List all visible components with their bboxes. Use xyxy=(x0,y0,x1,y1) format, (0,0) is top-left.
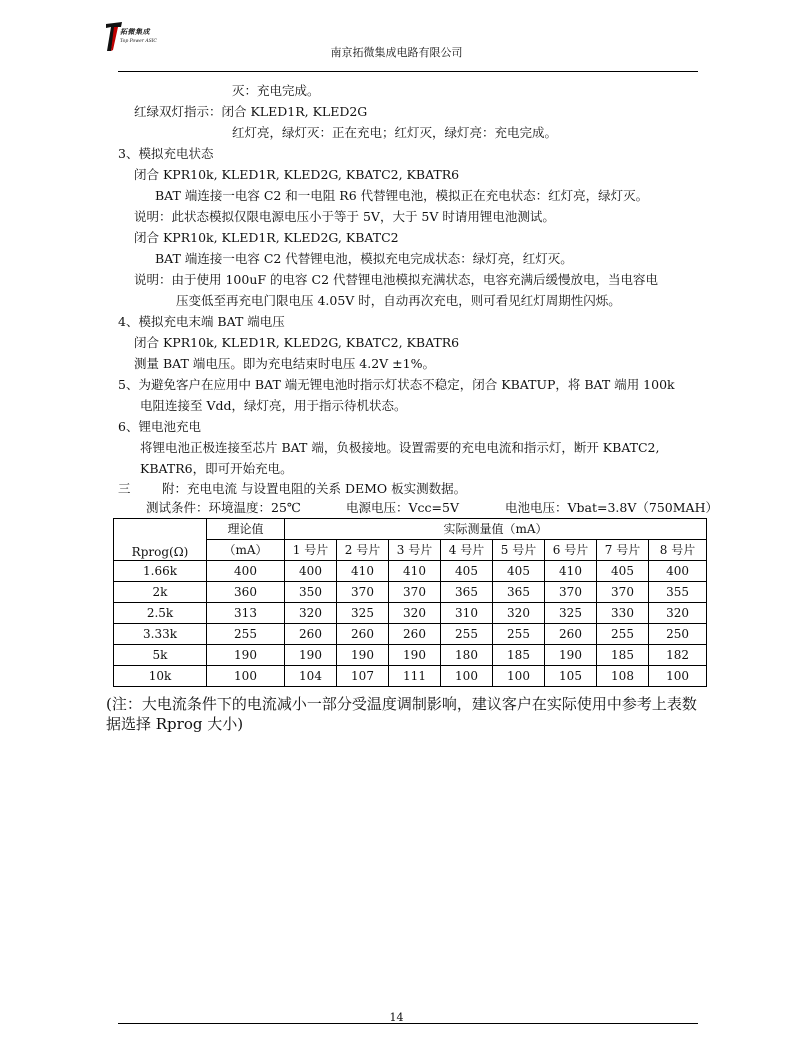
table-row xyxy=(114,645,707,666)
table-note: (注：大电流条件下的电流减小一部分受温度调制影响，建议客户在实际使用中参考上表数据选择 Rprog 大小) xyxy=(106,695,697,733)
text-line: 红绿双灯指示：闭合 KLED1R, KLED2G xyxy=(134,104,368,119)
measured-cell: 190 xyxy=(337,645,389,666)
current-vs-rprog-table xyxy=(113,518,707,687)
measured-cell: 250 xyxy=(649,624,707,645)
rprog-cell: 5k xyxy=(114,645,207,666)
measured-cell: 320 xyxy=(285,603,337,624)
test-condition-vbat: 电池电压：Vbat=3.8V（750MAH） xyxy=(505,500,718,515)
section-heading: 5、为避免客户在应用中 BAT 端无锂电池时指示灯状态不稳定，闭合 KBATUP，将 BAT 端用 100k xyxy=(118,377,675,392)
measured-cell: 355 xyxy=(649,582,707,603)
measured-cell: 365 xyxy=(493,582,545,603)
header-sample: 4 号片 xyxy=(441,540,493,561)
table-row xyxy=(114,624,707,645)
text-line: 闭合 KPR10k, KLED1R, KLED2G, KBATC2, KBATR6 xyxy=(134,167,460,182)
section-heading: 3、模拟充电状态 xyxy=(118,146,214,161)
header-rprog: Rprog(Ω) xyxy=(114,519,207,561)
header-sample: 8 号片 xyxy=(649,540,707,561)
measured-cell: 350 xyxy=(285,582,337,603)
text-line: 压变低至再充电门限电压 4.05V 时，自动再次充电，则可看见红灯周期性闪烁。 xyxy=(176,293,621,308)
measured-cell: 100 xyxy=(649,666,707,687)
measured-cell: 185 xyxy=(493,645,545,666)
measured-cell: 370 xyxy=(337,582,389,603)
theory-cell: 190 xyxy=(207,645,285,666)
header-theory: 理论值 xyxy=(207,519,285,540)
text-line: 将锂电池正极连接至芯片 BAT 端，负极接地。设置需要的充电电流和指示灯，断开 KBATC2, xyxy=(140,440,660,455)
measured-cell: 260 xyxy=(389,624,441,645)
measured-cell: 180 xyxy=(441,645,493,666)
page-number: 14 xyxy=(389,1011,404,1024)
measured-cell: 400 xyxy=(649,561,707,582)
measured-cell: 370 xyxy=(597,582,649,603)
text-line: 说明：由于使用 100uF 的电容 C2 代替锂电池模拟充满状态，电容充满后缓慢放电，当电容电 xyxy=(134,272,658,287)
measured-cell: 410 xyxy=(337,561,389,582)
measured-cell: 405 xyxy=(597,561,649,582)
header-sample: 5 号片 xyxy=(493,540,545,561)
table-header-row xyxy=(114,519,707,540)
measured-cell: 260 xyxy=(337,624,389,645)
rprog-cell: 3.33k xyxy=(114,624,207,645)
measured-cell: 260 xyxy=(285,624,337,645)
header-sample: 1 号片 xyxy=(285,540,337,561)
measured-cell: 410 xyxy=(389,561,441,582)
table-row xyxy=(114,582,707,603)
measured-cell: 255 xyxy=(441,624,493,645)
header-sample: 7 号片 xyxy=(597,540,649,561)
measured-cell: 330 xyxy=(597,603,649,624)
header-measured: 实际测量值（mA） xyxy=(285,519,707,540)
text-line: 测量 BAT 端电压。即为充电结束时电压 4.2V ±1%。 xyxy=(134,356,435,371)
measured-cell: 190 xyxy=(545,645,597,666)
theory-cell: 400 xyxy=(207,561,285,582)
logo-text-en: Top Power ASIC xyxy=(120,39,157,44)
measured-cell: 370 xyxy=(545,582,597,603)
measured-cell: 190 xyxy=(389,645,441,666)
measured-cell: 255 xyxy=(597,624,649,645)
measured-cell: 405 xyxy=(493,561,545,582)
measured-cell: 320 xyxy=(389,603,441,624)
rprog-cell: 2.5k xyxy=(114,603,207,624)
measured-cell: 410 xyxy=(545,561,597,582)
test-condition-vcc: 电源电压：Vcc=5V xyxy=(346,500,459,515)
theory-cell: 313 xyxy=(207,603,285,624)
measured-cell: 325 xyxy=(545,603,597,624)
header-rule xyxy=(118,71,698,72)
measured-cell: 370 xyxy=(389,582,441,603)
rprog-cell: 1.66k xyxy=(114,561,207,582)
measured-cell: 260 xyxy=(545,624,597,645)
measured-cell: 325 xyxy=(337,603,389,624)
header-sample: 2 号片 xyxy=(337,540,389,561)
footer-rule xyxy=(118,1023,698,1024)
text-line: 说明：此状态模拟仅限电源电压小于等于 5V，大于 5V 时请用锂电池测试。 xyxy=(134,209,555,224)
theory-cell: 360 xyxy=(207,582,285,603)
text-line: 闭合 KPR10k, KLED1R, KLED2G, KBATC2 xyxy=(134,230,399,245)
text-line: 红灯亮，绿灯灭：正在充电；红灯灭，绿灯亮：充电完成。 xyxy=(232,125,558,140)
appendix-title: 附：充电电流 与设置电阻的关系 DEMO 板实测数据。 xyxy=(162,481,467,496)
measured-cell: 255 xyxy=(493,624,545,645)
text-line: 电阻连接至 Vdd，绿灯亮，用于指示待机状态。 xyxy=(140,398,407,413)
measured-cell: 100 xyxy=(493,666,545,687)
measured-cell: 365 xyxy=(441,582,493,603)
measured-cell: 185 xyxy=(597,645,649,666)
test-condition-temp: 测试条件：环境温度：25℃ xyxy=(146,500,301,515)
measured-cell: 104 xyxy=(285,666,337,687)
header-sample: 6 号片 xyxy=(545,540,597,561)
header-sample: 3 号片 xyxy=(389,540,441,561)
logo-text-cn: 拓微集成 xyxy=(120,27,150,36)
measured-cell: 107 xyxy=(337,666,389,687)
theory-cell: 100 xyxy=(207,666,285,687)
measured-cell: 320 xyxy=(493,603,545,624)
text-line: 闭合 KPR10k, KLED1R, KLED2G, KBATC2, KBATR6 xyxy=(134,335,460,350)
text-line: BAT 端连接一电容 C2 代替锂电池，模拟充电完成状态：绿灯亮，红灯灭。 xyxy=(155,251,573,266)
measured-cell: 100 xyxy=(441,666,493,687)
text-line: KBATR6，即可开始充电。 xyxy=(140,461,293,476)
measured-cell: 105 xyxy=(545,666,597,687)
measured-cell: 190 xyxy=(285,645,337,666)
theory-cell: 255 xyxy=(207,624,285,645)
table-row xyxy=(114,561,707,582)
measured-cell: 111 xyxy=(389,666,441,687)
measured-cell: 405 xyxy=(441,561,493,582)
company-name: 南京拓微集成电路有限公司 xyxy=(330,46,463,59)
appendix-number: 三 xyxy=(118,481,131,496)
text-line: BAT 端连接一电容 C2 和一电阻 R6 代替锂电池，模拟正在充电状态：红灯亮，绿灯灭。 xyxy=(155,188,649,203)
measured-cell: 182 xyxy=(649,645,707,666)
table-row xyxy=(114,603,707,624)
table-row xyxy=(114,666,707,687)
header-theory-unit: （mA） xyxy=(207,540,285,561)
section-heading: 6、锂电池充电 xyxy=(118,419,201,434)
text-line: 灭：充电完成。 xyxy=(232,83,320,98)
section-heading: 4、模拟充电末端 BAT 端电压 xyxy=(118,314,285,329)
measured-cell: 400 xyxy=(285,561,337,582)
measured-cell: 320 xyxy=(649,603,707,624)
rprog-cell: 2k xyxy=(114,582,207,603)
rprog-cell: 10k xyxy=(114,666,207,687)
measured-cell: 310 xyxy=(441,603,493,624)
measured-cell: 108 xyxy=(597,666,649,687)
